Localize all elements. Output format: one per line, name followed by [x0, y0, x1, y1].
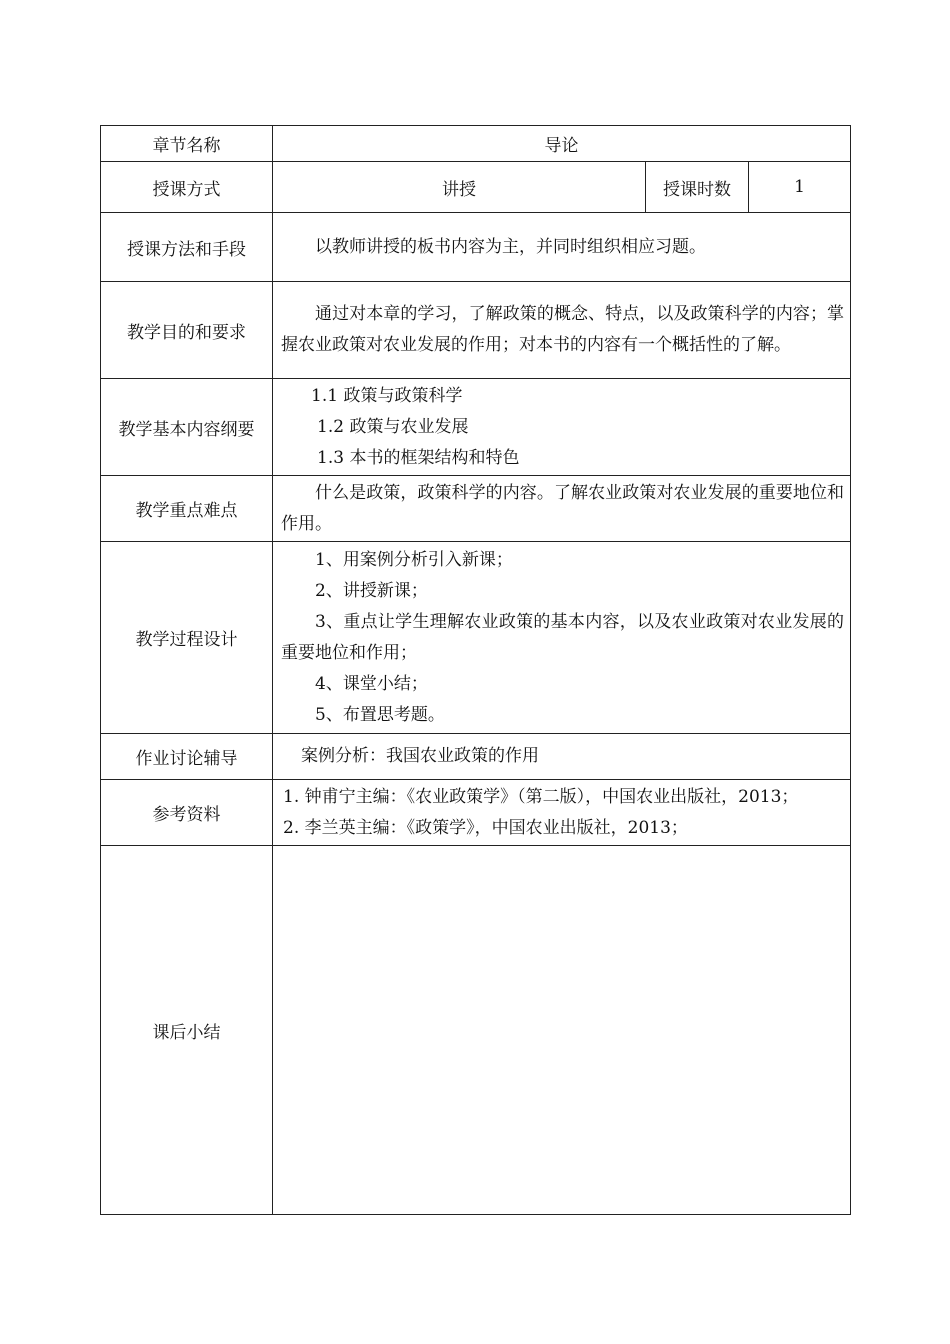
lesson-plan-table: [100, 125, 851, 1215]
hours-label: 授课时数: [646, 162, 749, 213]
key-points-label: 教学重点难点: [101, 476, 273, 542]
outline-item: 1.3 本书的框架结构和特色: [317, 447, 520, 468]
chapter-name-value: 导论: [273, 126, 851, 162]
outline-cell: [273, 379, 851, 476]
outline-item: 1.1 政策与政策科学: [311, 385, 463, 406]
row-outline: [101, 379, 851, 476]
process-step: 2、讲授新课；: [315, 580, 428, 601]
process-step: 5、布置思考题。: [315, 704, 445, 725]
means-text: 以教师讲授的板书内容为主，并同时组织相应习题。: [315, 236, 706, 257]
process-step: 3、重点让学生理解农业政策的基本内容，以及农业政策对农业发展的重要地位和作用；: [281, 611, 845, 663]
row-process: [101, 542, 851, 734]
row-means: [101, 213, 851, 282]
summary-label: 课后小结: [101, 846, 273, 1215]
row-method: [101, 162, 851, 213]
objectives-cell: [273, 282, 851, 379]
means-label: 授课方法和手段: [101, 213, 273, 282]
reference-item: 1. 钟甫宁主编：《农业政策学》（第二版），中国农业出版社，2013；: [283, 786, 799, 807]
row-key-points: [101, 476, 851, 542]
chapter-name-label: 章节名称: [101, 126, 273, 162]
hours-value: 1: [749, 162, 851, 213]
row-summary: [101, 846, 851, 1215]
key-points-cell: [273, 476, 851, 542]
key-points-text: 什么是政策，政策科学的内容。了解农业政策对农业发展的重要地位和作用。: [281, 482, 845, 534]
row-references: [101, 780, 851, 846]
references-cell: [273, 780, 851, 846]
summary-cell: [273, 846, 851, 1215]
objectives-label: 教学目的和要求: [101, 282, 273, 379]
method-value: 讲授: [273, 162, 646, 213]
row-objectives: [101, 282, 851, 379]
reference-item: 2. 李兰英主编：《政策学》，中国农业出版社，2013；: [283, 817, 688, 838]
row-chapter-name: [101, 126, 851, 162]
means-cell: [273, 213, 851, 282]
process-cell: [273, 542, 851, 734]
method-label: 授课方式: [101, 162, 273, 213]
row-homework: [101, 734, 851, 780]
references-label: 参考资料: [101, 780, 273, 846]
outline-label: 教学基本内容纲要: [101, 379, 273, 476]
process-step: 1、用案例分析引入新课；: [315, 549, 513, 570]
process-step: 4、课堂小结；: [315, 673, 428, 694]
homework-text: 案例分析：我国农业政策的作用: [301, 746, 539, 766]
homework-cell: [273, 734, 851, 780]
objectives-text: 通过对本章的学习，了解政策的概念、特点，以及政策科学的内容；掌握农业政策对农业发展的作用；对本书的内容有一个概括性的了解。: [281, 304, 845, 355]
process-label: 教学过程设计: [101, 542, 273, 734]
homework-label: 作业讨论辅导: [101, 734, 273, 780]
outline-item: 1.2 政策与农业发展: [317, 416, 469, 437]
